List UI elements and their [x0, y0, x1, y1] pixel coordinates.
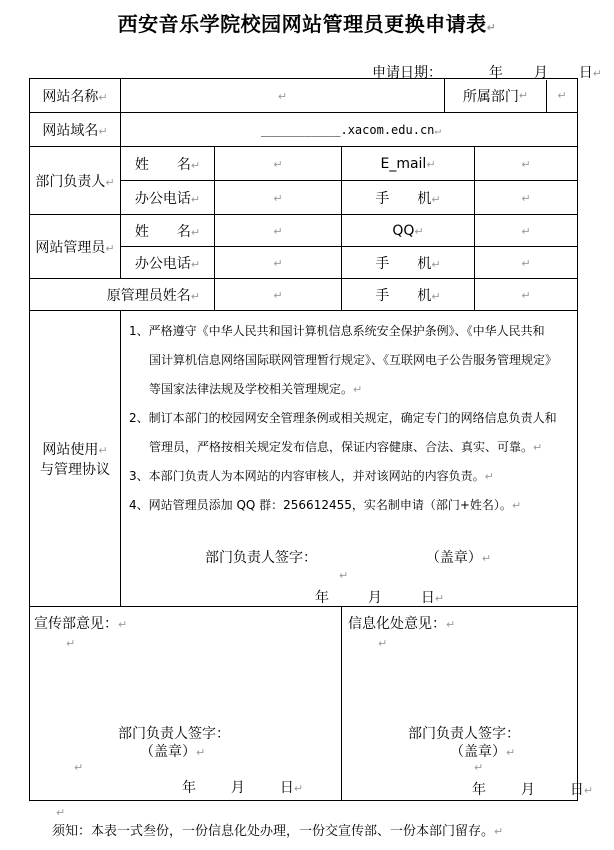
- former-admin-label-cell: [30, 279, 215, 311]
- site-admin-office-phone-label: 办公电话: [134, 255, 191, 272]
- paragraph-mark-icon: ↵: [190, 289, 200, 303]
- paragraph-mark-icon: ↵: [434, 123, 442, 137]
- infotech-date-day: 日: [569, 782, 584, 798]
- paragraph-mark-icon: ↵: [511, 499, 522, 512]
- former-admin-label: 原管理员姓名: [106, 287, 191, 304]
- site-admin-office-phone-field[interactable]: [215, 247, 342, 279]
- site-name-field[interactable]: [121, 79, 445, 113]
- infotech-opinion-label: 信息化处意见：: [348, 616, 446, 632]
- paragraph-mark-icon: ↵: [118, 618, 128, 631]
- department-label: 所属部门: [462, 88, 519, 105]
- site-admin-qq-label: QQ: [392, 222, 415, 239]
- site-admin-qq-label-cell: [342, 215, 475, 247]
- dept-head-mobile-field[interactable]: [475, 181, 578, 215]
- agreement-clause-1-line-3: [129, 375, 577, 404]
- paragraph-mark-icon: ↵: [273, 288, 283, 302]
- department-cells: [445, 79, 578, 113]
- paragraph-mark-icon: ↵: [273, 256, 283, 270]
- former-admin-mobile-label: 手 机: [375, 287, 432, 304]
- site-admin-name-label-cell: [121, 215, 215, 247]
- paragraph-mark-icon: ↵: [414, 224, 424, 238]
- paragraph-mark-icon: ↵: [353, 383, 363, 396]
- publicity-seal-label: （盖章）: [140, 744, 196, 760]
- publicity-signature-line: [118, 723, 230, 743]
- row-site-name: [30, 79, 578, 113]
- site-admin-name-field[interactable]: [215, 215, 342, 247]
- agreement-clause-1-line-3-text: 等国家法律法规及学校相关管理规定。: [149, 382, 354, 396]
- row-agreement: [30, 311, 578, 607]
- dept-head-label-cell: [30, 147, 121, 215]
- dept-head-email-label: E_mail: [380, 155, 427, 172]
- agreement-label-line2: 与管理协议: [40, 461, 110, 478]
- infotech-date-line: [472, 779, 593, 799]
- paragraph-mark-icon: ↵: [494, 825, 504, 838]
- site-name-label-cell: [30, 79, 121, 113]
- paragraph-mark-icon: ↵: [521, 224, 531, 238]
- publicity-date-day: 日: [279, 780, 294, 796]
- paragraph-mark-icon: ↵: [474, 761, 484, 774]
- publicity-signature-label: 部门负责人签字：: [118, 726, 230, 742]
- paragraph-mark-icon: ↵: [273, 224, 283, 238]
- dept-head-mobile-label: 手 机: [375, 190, 432, 207]
- agreement-label-text1: 网站使用: [42, 441, 99, 458]
- infotech-signature-label: 部门负责人签字：: [408, 726, 520, 742]
- domain-field[interactable]: [121, 113, 578, 147]
- application-form-table: [29, 78, 594, 801]
- paragraph-mark-icon: ↵: [446, 618, 456, 631]
- paragraph-mark-icon: ↵: [190, 225, 201, 239]
- agreement-clause-2-line-1: 2、制订本部门的校园网安全管理条例或相关规定，确定专门的网络信息负责人和: [129, 411, 557, 425]
- site-admin-name-label: 姓 名: [134, 223, 191, 240]
- paragraph-mark-icon: ↵: [533, 441, 543, 454]
- row-former-admin: [30, 279, 578, 311]
- agreement-label-cell: [30, 311, 121, 607]
- paragraph-mark-icon: ↵: [521, 256, 531, 270]
- paragraph-mark-icon: ↵: [190, 192, 201, 206]
- footnote: [52, 820, 503, 839]
- agreement-clause-2-line-2-text: 管理员，严格按相关规定发布信息，保证内容健康、合法、真实、可靠。: [149, 440, 534, 454]
- agreement-date-day: 日: [420, 590, 435, 606]
- site-admin-label: 网站管理员: [35, 239, 106, 256]
- paragraph-mark-icon: ↵: [98, 124, 108, 138]
- agreement-signature-label: 部门负责人签字：: [205, 550, 317, 566]
- infotech-opinion-cell[interactable]: [342, 607, 594, 801]
- dept-head-office-phone-field[interactable]: [215, 181, 342, 215]
- site-admin-mobile-label: 手 机: [375, 255, 432, 272]
- site-name-label: 网站名称: [42, 88, 99, 105]
- agreement-clause-3-text: 3、本部门负责人为本网站的内容审核人，并对该网站的内容负责。: [129, 469, 485, 483]
- paragraph-mark-icon: ↵: [105, 175, 115, 189]
- dept-head-mobile-label-cell: [342, 181, 475, 215]
- date-year-label: 年: [488, 65, 503, 81]
- paragraph-mark-icon: ↵: [521, 191, 531, 205]
- dept-head-email-field[interactable]: [475, 147, 578, 181]
- former-admin-mobile-field[interactable]: [475, 279, 578, 311]
- paragraph-mark-icon: ↵: [583, 784, 594, 797]
- former-admin-mobile-label-cell: [342, 279, 475, 311]
- dept-head-name-label-cell: [121, 147, 215, 181]
- row-domain: [30, 113, 578, 147]
- site-admin-label-cell: [30, 215, 121, 279]
- former-admin-name-field[interactable]: [215, 279, 342, 311]
- row-opinions: [30, 607, 578, 801]
- paragraph-mark-icon: ↵: [339, 569, 349, 582]
- row-site-admin-name: [30, 215, 578, 247]
- site-admin-mobile-label-cell: [342, 247, 475, 279]
- infotech-date-year: 年: [472, 782, 486, 798]
- paragraph-mark-icon: ↵: [190, 257, 201, 271]
- infotech-date-month: 月: [520, 782, 535, 798]
- date-month-label: 月: [533, 65, 548, 81]
- agreement-signature-line: [205, 547, 491, 567]
- agreement-date-month: 月: [367, 590, 382, 606]
- form-title-text: 西安音乐学院校园网站管理员更换申请表: [117, 12, 487, 36]
- paragraph-mark-icon: ↵: [378, 637, 388, 650]
- site-admin-qq-field[interactable]: [475, 215, 578, 247]
- paragraph-mark-icon: ↵: [481, 552, 492, 565]
- paragraph-mark-icon: ↵: [521, 157, 531, 171]
- agreement-date-year: 年: [315, 590, 329, 606]
- department-field[interactable]: [547, 80, 577, 112]
- paragraph-mark-icon: ↵: [518, 89, 529, 102]
- dept-head-email-label-cell: [342, 147, 475, 181]
- publicity-opinion-label-line: [34, 613, 127, 633]
- dept-head-office-phone-label-cell: [121, 181, 215, 215]
- publicity-date-line: [182, 777, 303, 797]
- paragraph-mark-icon: ↵: [190, 158, 201, 172]
- footnote-text: 须知：本表一式叁份，一份信息化处办理，一份交宣传部、一份本部门留存。: [52, 824, 495, 839]
- domain-label-cell: [30, 113, 121, 147]
- paragraph-mark-icon: ↵: [592, 67, 602, 80]
- application-date-label: 申请日期：: [372, 65, 442, 81]
- paragraph-mark-icon: ↵: [277, 89, 288, 103]
- agreement-clause-3: [129, 462, 577, 491]
- paragraph-mark-icon: ↵: [486, 21, 497, 34]
- agreement-clause-1-line-1: 1、严格遵守《中华人民共和国计算机信息系统安全保护条例》、《中华人民共和: [129, 324, 545, 338]
- dept-head-office-phone-label: 办公电话: [134, 190, 191, 207]
- paragraph-mark-icon: ↵: [434, 592, 445, 605]
- domain-label: 网站域名: [42, 122, 99, 139]
- agreement-date-line: [315, 587, 444, 607]
- publicity-opinion-label: 宣传部意见：: [34, 616, 118, 632]
- infotech-opinion-label-line: [348, 613, 455, 633]
- paragraph-mark-icon: ↵: [293, 782, 304, 795]
- agreement-seal-label: （盖章）: [425, 550, 482, 566]
- paragraph-mark-icon: ↵: [431, 192, 441, 206]
- agreement-label-line1: [32, 439, 118, 459]
- site-admin-mobile-field[interactable]: [475, 247, 578, 279]
- paragraph-mark-icon: ↵: [431, 257, 441, 271]
- date-day-label: 日: [578, 65, 593, 81]
- paragraph-mark-icon: ↵: [56, 806, 66, 819]
- infotech-seal-label: （盖章）: [450, 744, 506, 760]
- paragraph-mark-icon: ↵: [196, 746, 206, 759]
- paragraph-mark-icon: ↵: [557, 89, 567, 102]
- agreement-clause-1-line-2: 国计算机信息网络国际联网管理暂行规定》、《互联网电子公告服务管理规定》: [149, 353, 558, 367]
- paragraph-mark-icon: ↵: [431, 289, 441, 303]
- publicity-date-year: 年: [182, 780, 196, 796]
- paragraph-mark-icon: ↵: [273, 157, 283, 171]
- agreement-content-cell: [121, 311, 578, 607]
- publicity-opinion-cell[interactable]: [30, 607, 342, 801]
- paragraph-mark-icon: ↵: [521, 288, 531, 302]
- infotech-seal-line: [450, 741, 515, 761]
- paragraph-mark-icon: ↵: [506, 746, 516, 759]
- paragraph-mark-icon: ↵: [66, 637, 76, 650]
- agreement-clause-4: [129, 491, 577, 520]
- paragraph-mark-icon: ↵: [98, 90, 108, 104]
- department-label-cell: [445, 80, 547, 112]
- dept-head-label: 部门负责人: [35, 173, 106, 190]
- agreement-clause-2-line-2: [129, 433, 577, 462]
- publicity-date-month: 月: [230, 780, 245, 796]
- agreement-clause-4-text: 4、网站管理员添加 QQ 群：256612455，实名制申请（部门+姓名）。: [129, 498, 512, 512]
- form-title: [0, 8, 614, 37]
- paragraph-mark-icon: ↵: [105, 241, 115, 255]
- publicity-seal-line: [140, 741, 205, 761]
- domain-value: ___________.xacom.edu.cn: [261, 122, 435, 137]
- paragraph-mark-icon: ↵: [98, 443, 108, 457]
- dept-head-name-field[interactable]: [215, 147, 342, 181]
- paragraph-mark-icon: ↵: [74, 761, 84, 774]
- dept-head-name-label: 姓 名: [134, 156, 191, 173]
- paragraph-mark-icon: ↵: [273, 191, 283, 205]
- site-admin-office-phone-label-cell: [121, 247, 215, 279]
- paragraph-mark-icon: ↵: [426, 157, 436, 171]
- infotech-signature-line: [408, 723, 520, 743]
- row-dept-head-name: [30, 147, 578, 181]
- paragraph-mark-icon: ↵: [484, 470, 494, 483]
